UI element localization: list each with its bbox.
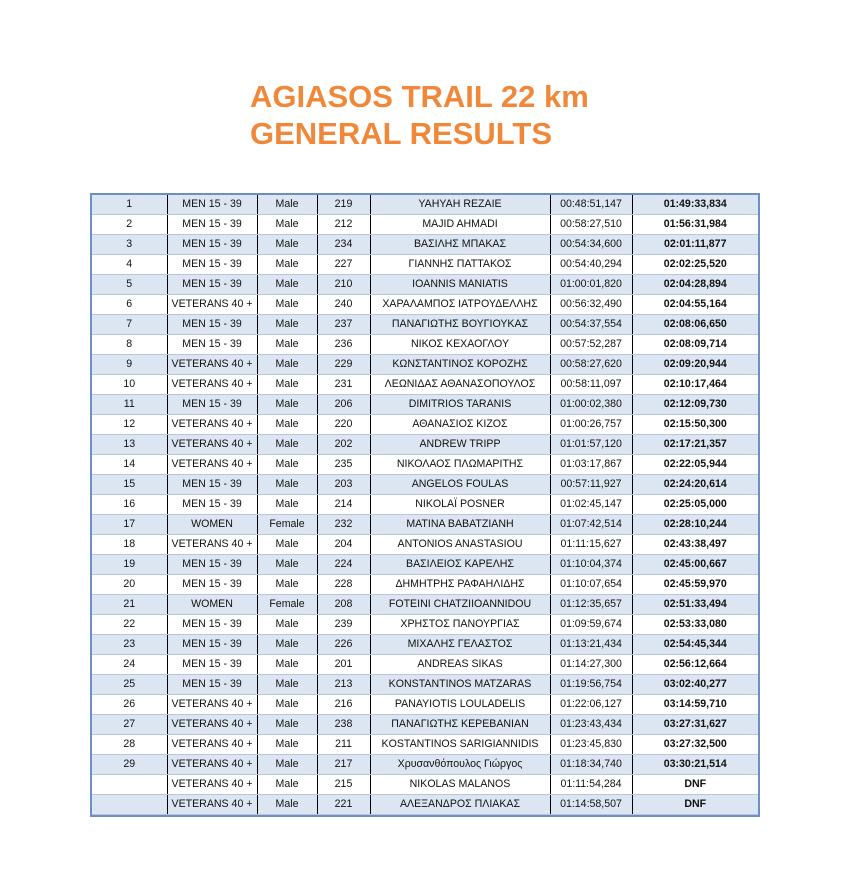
split-time-cell: 01:07:42,514: [550, 515, 632, 535]
table-row: [92, 415, 758, 435]
split-time-cell: 01:14:58,507: [550, 795, 632, 815]
sex-cell: Male: [257, 675, 317, 695]
bib-number-cell: 231: [317, 375, 370, 395]
category-cell: VETERANS 40 +: [167, 755, 257, 775]
table-row: [92, 495, 758, 515]
bib-number-cell: 234: [317, 235, 370, 255]
bib-number-cell: 203: [317, 475, 370, 495]
split-time-cell: 00:58:11,097: [550, 375, 632, 395]
bib-number-cell: 204: [317, 535, 370, 555]
position-cell: 25: [92, 675, 167, 695]
runner-name-cell: DIMITRIOS TARANIS: [370, 395, 550, 415]
runner-name-cell: ΒΑΣΙΛΕΙΟΣ ΚΑΡΕΛΗΣ: [370, 555, 550, 575]
split-time-cell: 01:18:34,740: [550, 755, 632, 775]
sex-cell: Male: [257, 415, 317, 435]
split-time-cell: 01:00:02,380: [550, 395, 632, 415]
split-time-cell: 00:54:37,554: [550, 315, 632, 335]
bib-number-cell: 221: [317, 795, 370, 815]
category-cell: VETERANS 40 +: [167, 355, 257, 375]
sex-cell: Male: [257, 735, 317, 755]
category-cell: MEN 15 - 39: [167, 655, 257, 675]
finish-time-cell: DNF: [632, 775, 758, 795]
bib-number-cell: 232: [317, 515, 370, 535]
position-cell: 22: [92, 615, 167, 635]
finish-time-cell: 03:27:31,627: [632, 715, 758, 735]
position-cell: 12: [92, 415, 167, 435]
results-body: [92, 195, 758, 815]
runner-name-cell: ANDREW TRIPP: [370, 435, 550, 455]
category-cell: MEN 15 - 39: [167, 335, 257, 355]
position-cell: 6: [92, 295, 167, 315]
position-cell: 20: [92, 575, 167, 595]
split-time-cell: 01:00:26,757: [550, 415, 632, 435]
runner-name-cell: PANAYIOTIS LOULADELIS: [370, 695, 550, 715]
sex-cell: Male: [257, 335, 317, 355]
split-time-cell: 01:00:01,820: [550, 275, 632, 295]
finish-time-cell: 01:56:31,984: [632, 215, 758, 235]
finish-time-cell: 02:04:28,894: [632, 275, 758, 295]
position-cell: 1: [92, 195, 167, 215]
category-cell: VETERANS 40 +: [167, 715, 257, 735]
table-row: [92, 775, 758, 795]
split-time-cell: 01:11:54,284: [550, 775, 632, 795]
category-cell: VETERANS 40 +: [167, 455, 257, 475]
table-row: [92, 795, 758, 815]
finish-time-cell: 02:53:33,080: [632, 615, 758, 635]
split-time-cell: 00:56:32,490: [550, 295, 632, 315]
bib-number-cell: 214: [317, 495, 370, 515]
bib-number-cell: 202: [317, 435, 370, 455]
sex-cell: Male: [257, 755, 317, 775]
table-row: [92, 215, 758, 235]
sex-cell: Male: [257, 655, 317, 675]
category-cell: VETERANS 40 +: [167, 435, 257, 455]
category-cell: WOMEN: [167, 515, 257, 535]
table-row: [92, 255, 758, 275]
runner-name-cell: FOTEINI CHATZIIOANNIDOU: [370, 595, 550, 615]
position-cell: 11: [92, 395, 167, 415]
position-cell: 23: [92, 635, 167, 655]
position-cell: 21: [92, 595, 167, 615]
runner-name-cell: KOSTANTINOS SARIGIANNIDIS: [370, 735, 550, 755]
table-row: [92, 595, 758, 615]
runner-name-cell: IOANNIS MANIATIS: [370, 275, 550, 295]
sex-cell: Male: [257, 555, 317, 575]
category-cell: VETERANS 40 +: [167, 375, 257, 395]
finish-time-cell: 02:15:50,300: [632, 415, 758, 435]
finish-time-cell: 01:49:33,834: [632, 195, 758, 215]
bib-number-cell: 229: [317, 355, 370, 375]
bib-number-cell: 211: [317, 735, 370, 755]
sex-cell: Female: [257, 515, 317, 535]
position-cell: 27: [92, 715, 167, 735]
page-title: [250, 78, 589, 152]
sex-cell: Male: [257, 535, 317, 555]
sex-cell: Male: [257, 695, 317, 715]
results-table-container: [90, 193, 760, 817]
runner-name-cell: MAJID AHMADI: [370, 215, 550, 235]
sex-cell: Male: [257, 215, 317, 235]
runner-name-cell: ANGELOS FOULAS: [370, 475, 550, 495]
title-line-event: AGIASOS TRAIL 22 km: [250, 79, 589, 114]
split-time-cell: 01:01:57,120: [550, 435, 632, 455]
category-cell: VETERANS 40 +: [167, 295, 257, 315]
split-time-cell: 01:19:56,754: [550, 675, 632, 695]
split-time-cell: 00:57:52,287: [550, 335, 632, 355]
finish-time-cell: 02:24:20,614: [632, 475, 758, 495]
position-cell: 18: [92, 535, 167, 555]
position-cell: 19: [92, 555, 167, 575]
table-row: [92, 635, 758, 655]
sex-cell: Male: [257, 715, 317, 735]
position-cell: 10: [92, 375, 167, 395]
table-row: [92, 475, 758, 495]
table-row: [92, 315, 758, 335]
sex-cell: Male: [257, 635, 317, 655]
table-row: [92, 435, 758, 455]
position-cell: 24: [92, 655, 167, 675]
title-line-results: GENERAL RESULTS: [250, 116, 552, 151]
bib-number-cell: 217: [317, 755, 370, 775]
category-cell: MEN 15 - 39: [167, 495, 257, 515]
sex-cell: Male: [257, 235, 317, 255]
category-cell: VETERANS 40 +: [167, 535, 257, 555]
table-row: [92, 515, 758, 535]
bib-number-cell: 227: [317, 255, 370, 275]
category-cell: MEN 15 - 39: [167, 215, 257, 235]
runner-name-cell: ΑΘΑΝΑΣΙΟΣ ΚΙΖΟΣ: [370, 415, 550, 435]
position-cell: 17: [92, 515, 167, 535]
category-cell: VETERANS 40 +: [167, 415, 257, 435]
split-time-cell: 01:09:59,674: [550, 615, 632, 635]
sex-cell: Male: [257, 795, 317, 815]
table-row: [92, 675, 758, 695]
bib-number-cell: 206: [317, 395, 370, 415]
runner-name-cell: NIKOLAÏ POSNER: [370, 495, 550, 515]
bib-number-cell: 212: [317, 215, 370, 235]
position-cell: [92, 775, 167, 795]
category-cell: VETERANS 40 +: [167, 795, 257, 815]
split-time-cell: 00:48:51,147: [550, 195, 632, 215]
category-cell: MEN 15 - 39: [167, 195, 257, 215]
finish-time-cell: 03:02:40,277: [632, 675, 758, 695]
bib-number-cell: 220: [317, 415, 370, 435]
runner-name-cell: ΝΙΚΟΛΑΟΣ ΠΛΩΜΑΡΙΤΗΣ: [370, 455, 550, 475]
table-row: [92, 275, 758, 295]
category-cell: MEN 15 - 39: [167, 395, 257, 415]
bib-number-cell: 237: [317, 315, 370, 335]
position-cell: 3: [92, 235, 167, 255]
finish-time-cell: 02:45:59,970: [632, 575, 758, 595]
sex-cell: Male: [257, 455, 317, 475]
finish-time-cell: 02:04:55,164: [632, 295, 758, 315]
position-cell: 7: [92, 315, 167, 335]
category-cell: VETERANS 40 +: [167, 775, 257, 795]
finish-time-cell: 02:45:00,667: [632, 555, 758, 575]
category-cell: MEN 15 - 39: [167, 615, 257, 635]
runner-name-cell: KONSTANTINOS MATZARAS: [370, 675, 550, 695]
bib-number-cell: 208: [317, 595, 370, 615]
runner-name-cell: ΔΗΜΗΤΡΗΣ ΡΑΦΑΗΛΙΔΗΣ: [370, 575, 550, 595]
split-time-cell: 00:58:27,620: [550, 355, 632, 375]
sex-cell: Male: [257, 775, 317, 795]
finish-time-cell: 03:27:32,500: [632, 735, 758, 755]
table-row: [92, 695, 758, 715]
split-time-cell: 01:11:15,627: [550, 535, 632, 555]
runner-name-cell: ΠΑΝΑΓΙΩΤΗΣ ΒΟΥΓΙΟΥΚΑΣ: [370, 315, 550, 335]
category-cell: MEN 15 - 39: [167, 275, 257, 295]
finish-time-cell: 02:08:09,714: [632, 335, 758, 355]
table-row: [92, 235, 758, 255]
table-row: [92, 295, 758, 315]
table-row: [92, 715, 758, 735]
sex-cell: Male: [257, 395, 317, 415]
finish-time-cell: 02:10:17,464: [632, 375, 758, 395]
split-time-cell: 00:54:34,600: [550, 235, 632, 255]
bib-number-cell: 224: [317, 555, 370, 575]
category-cell: MEN 15 - 39: [167, 255, 257, 275]
finish-time-cell: 02:01:11,877: [632, 235, 758, 255]
bib-number-cell: 238: [317, 715, 370, 735]
runner-name-cell: ANDREAS SIKAS: [370, 655, 550, 675]
category-cell: VETERANS 40 +: [167, 735, 257, 755]
runner-name-cell: ΑΛΕΞΑΝΔΡΟΣ ΠΛΙΑΚΑΣ: [370, 795, 550, 815]
bib-number-cell: 239: [317, 615, 370, 635]
runner-name-cell: NIKOLAS MALANOS: [370, 775, 550, 795]
runner-name-cell: Χρυσανθόπουλος Γιώργος: [370, 755, 550, 775]
runner-name-cell: ΚΩΝΣΤΑΝΤΙΝΟΣ ΚΟΡΟΖΗΣ: [370, 355, 550, 375]
table-row: [92, 395, 758, 415]
bib-number-cell: 219: [317, 195, 370, 215]
table-row: [92, 455, 758, 475]
category-cell: MEN 15 - 39: [167, 575, 257, 595]
table-row: [92, 655, 758, 675]
runner-name-cell: ΝΙΚΟΣ ΚΕΧΑΟΓΛΟΥ: [370, 335, 550, 355]
finish-time-cell: 02:25:05,000: [632, 495, 758, 515]
bib-number-cell: 213: [317, 675, 370, 695]
sex-cell: Male: [257, 575, 317, 595]
position-cell: 4: [92, 255, 167, 275]
runner-name-cell: ΧΡΗΣΤΟΣ ΠΑΝΟΥΡΓΙΑΣ: [370, 615, 550, 635]
bib-number-cell: 216: [317, 695, 370, 715]
table-row: [92, 355, 758, 375]
position-cell: 28: [92, 735, 167, 755]
position-cell: 16: [92, 495, 167, 515]
finish-time-cell: 02:43:38,497: [632, 535, 758, 555]
split-time-cell: 01:23:45,830: [550, 735, 632, 755]
bib-number-cell: 236: [317, 335, 370, 355]
finish-time-cell: 02:51:33,494: [632, 595, 758, 615]
finish-time-cell: 02:54:45,344: [632, 635, 758, 655]
split-time-cell: 01:13:21,434: [550, 635, 632, 655]
sex-cell: Male: [257, 475, 317, 495]
table-row: [92, 335, 758, 355]
runner-name-cell: ΛΕΩΝΙΔΑΣ ΑΘΑΝΑΣΟΠΟΥΛΟΣ: [370, 375, 550, 395]
sex-cell: Male: [257, 355, 317, 375]
position-cell: 9: [92, 355, 167, 375]
bib-number-cell: 235: [317, 455, 370, 475]
table-row: [92, 555, 758, 575]
position-cell: 26: [92, 695, 167, 715]
position-cell: 2: [92, 215, 167, 235]
split-time-cell: 00:58:27,510: [550, 215, 632, 235]
position-cell: 8: [92, 335, 167, 355]
results-table: [92, 195, 758, 815]
category-cell: MEN 15 - 39: [167, 635, 257, 655]
split-time-cell: 01:10:07,654: [550, 575, 632, 595]
runner-name-cell: ΜΑΤΙΝΑ ΒΑΒΑΤΖΙΑΝΗ: [370, 515, 550, 535]
split-time-cell: 00:57:11,927: [550, 475, 632, 495]
bib-number-cell: 210: [317, 275, 370, 295]
finish-time-cell: DNF: [632, 795, 758, 815]
table-row: [92, 535, 758, 555]
bib-number-cell: 240: [317, 295, 370, 315]
bib-number-cell: 201: [317, 655, 370, 675]
split-time-cell: 00:54:40,294: [550, 255, 632, 275]
sex-cell: Male: [257, 495, 317, 515]
table-row: [92, 575, 758, 595]
runner-name-cell: ΠΑΝΑΓΙΩΤΗΣ ΚΕΡΕΒΑΝΙΑΝ: [370, 715, 550, 735]
position-cell: 29: [92, 755, 167, 775]
category-cell: MEN 15 - 39: [167, 235, 257, 255]
sex-cell: Male: [257, 295, 317, 315]
finish-time-cell: 02:08:06,650: [632, 315, 758, 335]
split-time-cell: 01:10:04,374: [550, 555, 632, 575]
finish-time-cell: 02:28:10,244: [632, 515, 758, 535]
finish-time-cell: 02:12:09,730: [632, 395, 758, 415]
split-time-cell: 01:02:45,147: [550, 495, 632, 515]
runner-name-cell: ΓΙΑΝΝΗΣ ΠΑΤΤΑΚΟΣ: [370, 255, 550, 275]
split-time-cell: 01:22:06,127: [550, 695, 632, 715]
finish-time-cell: 02:22:05,944: [632, 455, 758, 475]
sex-cell: Male: [257, 615, 317, 635]
finish-time-cell: 02:17:21,357: [632, 435, 758, 455]
position-cell: 15: [92, 475, 167, 495]
table-row: [92, 195, 758, 215]
finish-time-cell: 02:56:12,664: [632, 655, 758, 675]
sex-cell: Male: [257, 435, 317, 455]
finish-time-cell: 03:30:21,514: [632, 755, 758, 775]
runner-name-cell: ΜΙΧΑΛΗΣ ΓΕΛΑΣΤΟΣ: [370, 635, 550, 655]
finish-time-cell: 03:14:59,710: [632, 695, 758, 715]
sex-cell: Male: [257, 375, 317, 395]
bib-number-cell: 215: [317, 775, 370, 795]
table-row: [92, 375, 758, 395]
bib-number-cell: 228: [317, 575, 370, 595]
position-cell: [92, 795, 167, 815]
category-cell: MEN 15 - 39: [167, 675, 257, 695]
bib-number-cell: 226: [317, 635, 370, 655]
table-row: [92, 615, 758, 635]
category-cell: MEN 15 - 39: [167, 555, 257, 575]
runner-name-cell: ΧΑΡΑΛΑΜΠΟΣ ΙΑΤΡΟΥΔΕΛΛΗΣ: [370, 295, 550, 315]
table-row: [92, 755, 758, 775]
category-cell: MEN 15 - 39: [167, 315, 257, 335]
category-cell: MEN 15 - 39: [167, 475, 257, 495]
finish-time-cell: 02:02:25,520: [632, 255, 758, 275]
runner-name-cell: ΒΑΣΙΛΗΣ ΜΠΑΚΑΣ: [370, 235, 550, 255]
sex-cell: Male: [257, 275, 317, 295]
position-cell: 14: [92, 455, 167, 475]
category-cell: WOMEN: [167, 595, 257, 615]
position-cell: 5: [92, 275, 167, 295]
finish-time-cell: 02:09:20,944: [632, 355, 758, 375]
split-time-cell: 01:23:43,434: [550, 715, 632, 735]
split-time-cell: 01:12:35,657: [550, 595, 632, 615]
sex-cell: Male: [257, 195, 317, 215]
split-time-cell: 01:14:27,300: [550, 655, 632, 675]
runner-name-cell: ANTONIOS ANASTASIOU: [370, 535, 550, 555]
category-cell: VETERANS 40 +: [167, 695, 257, 715]
runner-name-cell: YAHYAH REZAIE: [370, 195, 550, 215]
sex-cell: Male: [257, 315, 317, 335]
table-row: [92, 735, 758, 755]
position-cell: 13: [92, 435, 167, 455]
sex-cell: Male: [257, 255, 317, 275]
sex-cell: Female: [257, 595, 317, 615]
split-time-cell: 01:03:17,867: [550, 455, 632, 475]
